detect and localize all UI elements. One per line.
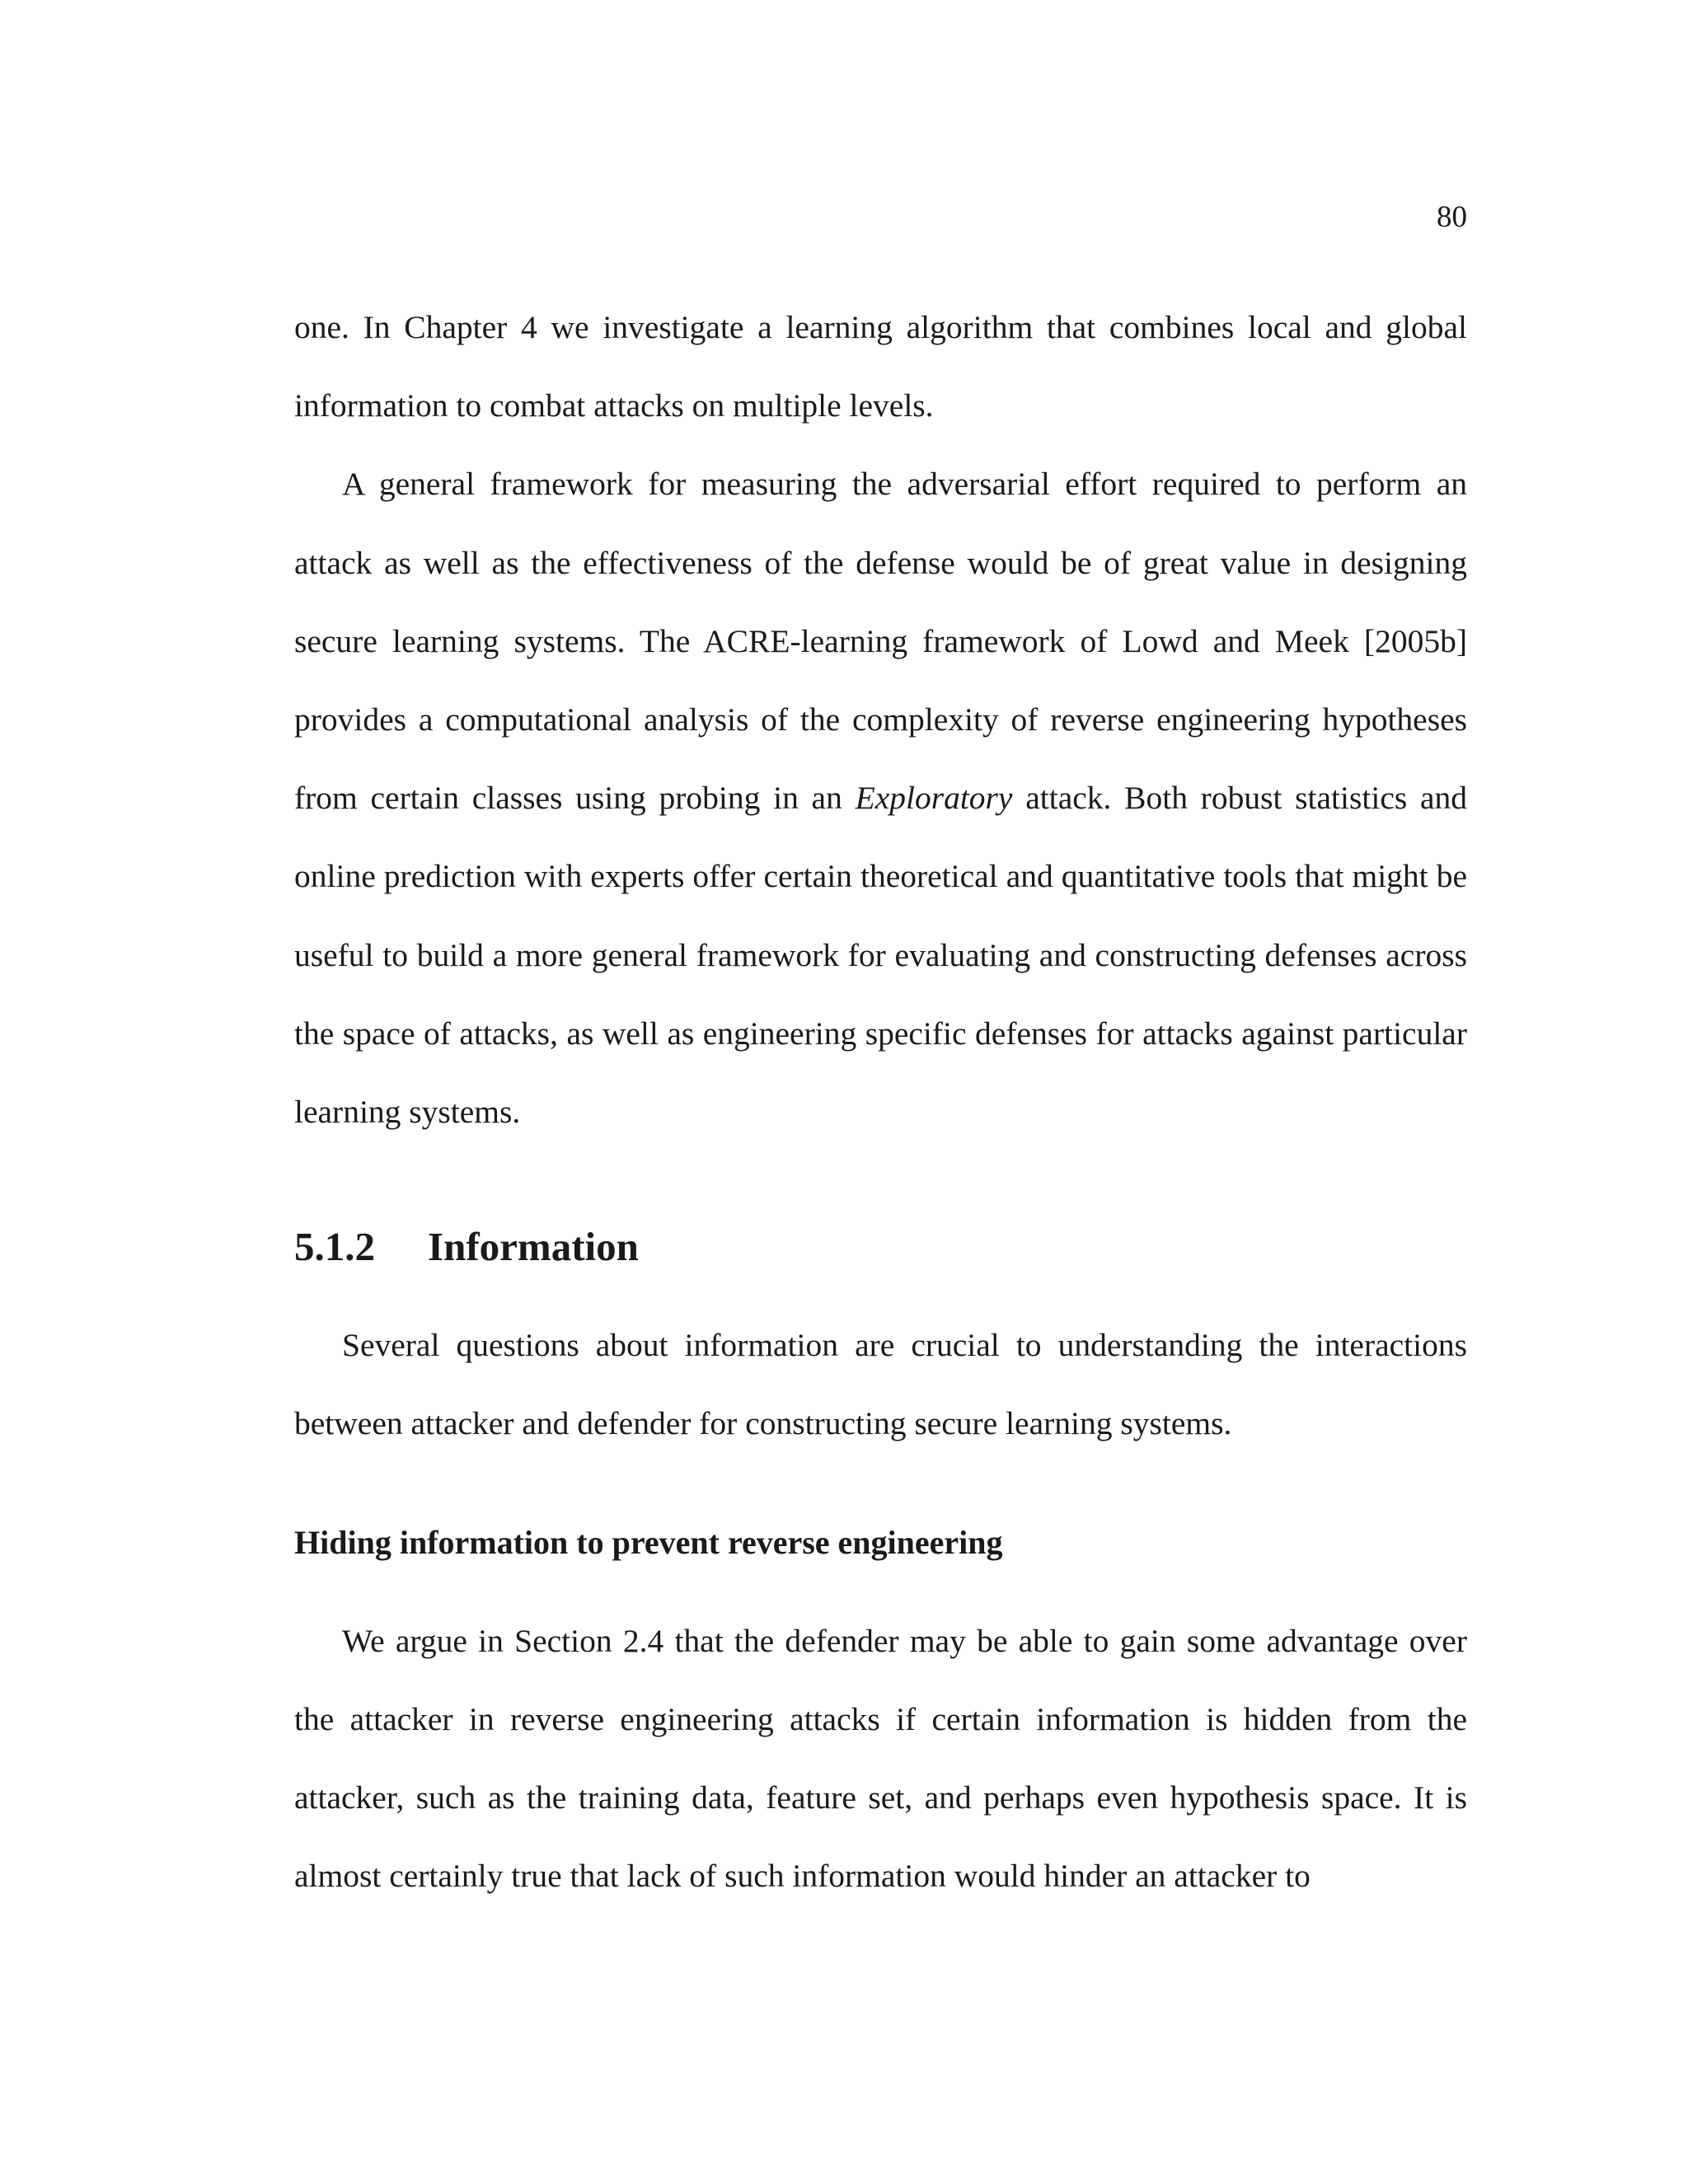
section-title: Information <box>428 1224 639 1270</box>
section-heading <box>294 1211 1467 1283</box>
subsection-heading: Hiding information to prevent reverse engineering <box>294 1523 1003 1561</box>
paragraph-continuation: one. In Chapter 4 we investigate a learning algorithm that combines local and global information to combat attacks on multiple levels. <box>294 309 1467 424</box>
paragraph-information: Several questions about information are crucial to understanding the interactions between attacker and defender for constructing secure learning systems. <box>294 1327 1467 1442</box>
page-content <box>294 288 1467 1915</box>
paragraph-text: A general framework for measuring the adversarial effort required to perform an attack as well as the effectiveness of the defense would be of great value in designing secure learning systems. The ACRE-learning framework of Lowd and Meek [2005b] provides a computational analysis of the complexity of reverse engineering hypotheses from certain classes using probing in an <box>294 466 1467 817</box>
page-number: 80 <box>1437 200 1467 234</box>
paragraph-text: attack. Both robust statistics and online prediction with experts offer certain theoretical and quantitative tools that might be useful to build a more general framework for evaluating and constructing defenses across the space of attacks, as well as engineering specific defenses for attacks against particular learning systems. <box>294 780 1467 1131</box>
section-number: 5.1.2 <box>294 1224 375 1270</box>
paragraph-framework <box>294 445 1467 1151</box>
italic-term: Exploratory <box>855 780 1013 817</box>
paragraph-hiding: We argue in Section 2.4 that the defender may be able to gain some advantage over the attacker in reverse engineering attacks if certain information is hidden from the attacker, such as the training data, feature set, and perhaps even hypothesis space. It is almost certainly true that lack of such information would hinder an attacker to <box>294 1622 1467 1895</box>
